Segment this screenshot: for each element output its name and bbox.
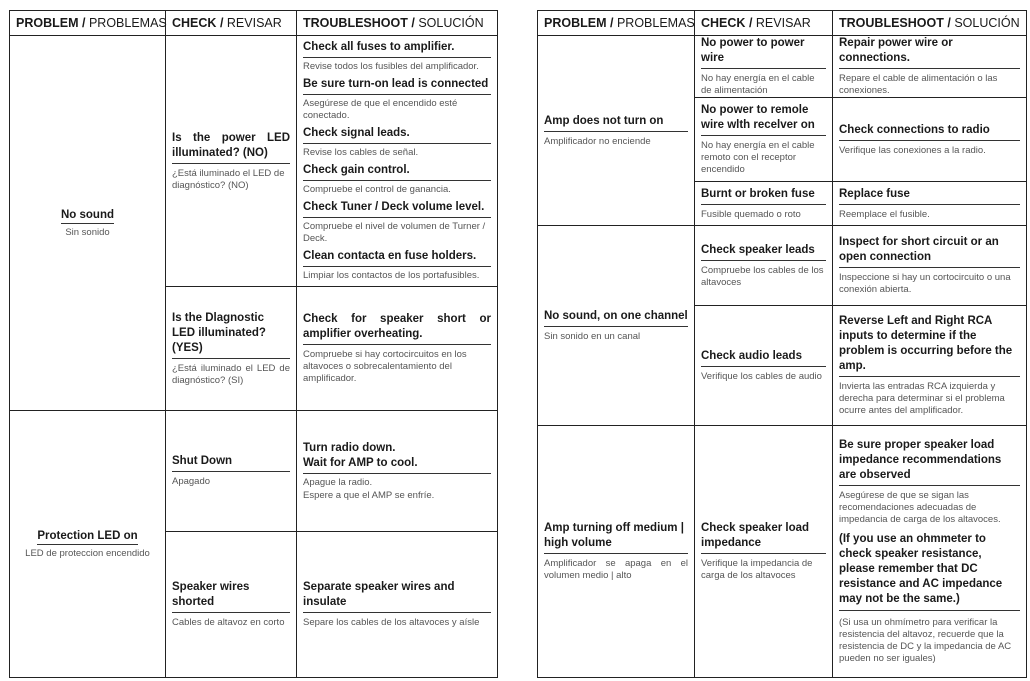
- solution-title: Reverse Left and Right RCA inputs to determine if the problem is occurring before the amp.: [839, 314, 1020, 377]
- table-row: [538, 426, 1027, 678]
- check-subtitle: Fusible quemado o roto: [701, 208, 801, 220]
- check-cell: [695, 426, 833, 678]
- solution-cell: [297, 287, 498, 411]
- header-troubleshoot: TROUBLESHOOT / SOLUCIÓN: [833, 11, 1027, 36]
- check-title: Burnt or broken fuse: [701, 187, 826, 205]
- solution-title: Wait for AMP to cool.: [303, 456, 491, 474]
- problem-title: Amp turning off medium | high volume: [544, 521, 688, 554]
- solution-item: Check gain control. Compruebe el control de ganancia.: [303, 163, 491, 196]
- problem-cell: [10, 411, 166, 678]
- check-title: Check speaker leads: [701, 243, 826, 261]
- solution-title: Check connections to radio: [839, 123, 1020, 141]
- check-subtitle: No hay energía en el cable remoto con el receptor encendido: [701, 140, 815, 175]
- problem-subtitle: Sin sonido: [65, 226, 110, 238]
- solution-subtitle: Invierta las entradas RCA izquierda y derecha para determinar si el problema ocurre antes del amplificador.: [839, 381, 1005, 416]
- table-row: [10, 36, 498, 287]
- troubleshooting-table-left: [9, 10, 498, 678]
- problem-title: No sound, on one channel: [544, 309, 688, 327]
- solution-cell: [833, 36, 1027, 98]
- solution-item: Clean contacta en fuse holders. Limpiar los contactos de los portafusibles.: [303, 249, 491, 282]
- solution-item: Check signal leads. Revise los cables de señal.: [303, 126, 491, 159]
- problem-title: Amp does not turn on: [544, 114, 688, 132]
- check-title: Check audio leads: [701, 349, 826, 367]
- header-check: CHECK / REVISAR: [166, 11, 297, 36]
- solution-title: Check for speaker short or amplifier overheating.: [303, 312, 491, 345]
- check-cell: [695, 36, 833, 98]
- check-cell: [166, 411, 297, 532]
- table-row: [538, 226, 1027, 306]
- solution-subtitle: Inspeccione si hay un cortocircuito o una conexión abierta.: [839, 272, 1011, 295]
- check-cell: [695, 98, 833, 182]
- solution-title: Replace fuse: [839, 187, 1020, 205]
- solution-cell: [833, 306, 1027, 426]
- check-title: Shut Down: [172, 454, 290, 472]
- problem-cell: [538, 36, 695, 226]
- header-problem: PROBLEM / PROBLEMAS: [10, 11, 166, 36]
- check-cell: [695, 182, 833, 226]
- check-cell: [166, 287, 297, 411]
- check-cell: [166, 532, 297, 678]
- solution-title: Turn radio down.: [303, 441, 396, 454]
- check-title: Speaker wires shorted: [172, 580, 290, 613]
- problem-subtitle: Amplificador se apaga en el volumen medio | alto: [544, 558, 688, 581]
- problem-subtitle: LED de proteccion encendido: [25, 547, 150, 559]
- solution-cell: [833, 226, 1027, 306]
- check-subtitle: Verifique la impedancia de carga de los altavoces: [701, 558, 813, 581]
- header-troubleshoot: TROUBLESHOOT / SOLUCIÓN: [297, 11, 498, 36]
- solution-cell: [297, 411, 498, 532]
- check-subtitle: ¿Está iluminado el LED de diagnóstico? (SI): [172, 362, 290, 386]
- problem-title: No sound: [61, 209, 114, 224]
- solution-note: (If you use an ohmmeter to check speaker resistance, please remember that DC resistance and AC impedance may not be the same.): [839, 532, 1020, 611]
- problem-cell: [538, 226, 695, 426]
- header-check: CHECK / REVISAR: [695, 11, 833, 36]
- check-cell: [695, 306, 833, 426]
- solution-subtitle: Separe los cables de los altavoces y aísle: [303, 617, 480, 628]
- solution-item: Be sure turn-on lead is connected Asegúrese de que el encendido esté conectado.: [303, 77, 491, 122]
- solution-cell: [833, 98, 1027, 182]
- solution-subtitle: Espere a que el AMP se enfríe.: [303, 489, 435, 501]
- header-row: [10, 11, 498, 36]
- solution-title: Inspect for short circuit or an open connection: [839, 235, 1020, 268]
- check-title: Check speaker load impedance: [701, 521, 826, 554]
- table-row: [538, 36, 1027, 98]
- problem-subtitle: Sin sonido en un canal: [544, 330, 641, 342]
- solution-item: Check all fuses to amplifier. Revise todos los fusibles del amplificador.: [303, 40, 491, 73]
- check-title: Is the Dlagnostic LED illuminated? (YES): [172, 311, 290, 359]
- check-cell: [695, 226, 833, 306]
- solution-title: Be sure proper speaker load impedance recommendations are observed: [839, 438, 1020, 486]
- solution-subtitle: Apague la radio.: [303, 476, 373, 488]
- header-row: [538, 11, 1027, 36]
- check-title: No power to power wire: [701, 36, 826, 69]
- troubleshooting-table-right: [537, 10, 1027, 678]
- solution-title: Repair power wire or connections.: [839, 36, 1020, 69]
- check-subtitle: ¿Está iluminado el LED de diagnóstico? (NO): [172, 167, 285, 191]
- solution-subtitle: Repare el cable de alimentación o las conexiones.: [839, 73, 998, 96]
- check-subtitle: Compruebe los cables de los altavoces: [701, 264, 824, 288]
- table-row: [10, 411, 498, 532]
- check-cell: [166, 36, 297, 287]
- check-subtitle: Verifique los cables de audio: [701, 370, 822, 382]
- header-problem: PROBLEM / PROBLEMAS: [538, 11, 695, 36]
- solution-subtitle: Verifique las conexiones a la radio.: [839, 144, 986, 156]
- solution-cell: [833, 426, 1027, 678]
- problem-subtitle: Amplificador no enciende: [544, 135, 651, 147]
- check-title: No power to remole wire wlth recelver on: [701, 103, 826, 136]
- problem-cell: [10, 36, 166, 411]
- solution-cell: [297, 36, 498, 287]
- solution-subtitle: Reemplace el fusible.: [839, 208, 930, 220]
- check-subtitle: No hay energía en el cable de alimentación: [701, 73, 815, 96]
- solution-subtitle: Asegúrese de que se sigan las recomendaciones adecuadas de impedancia de carga de los altavoces.: [839, 490, 1001, 525]
- solution-note-subtitle: (Si usa un ohmímetro para verificar la resistencia del altavoz, recuerde que la resistencia de DC y la impedancia de AC pueden no ser iguales): [839, 617, 1012, 664]
- solution-title: Separate speaker wires and insulate: [303, 580, 491, 613]
- check-subtitle: Cables de altavoz en corto: [172, 617, 285, 628]
- solution-cell: [297, 532, 498, 678]
- problem-title: Protection LED on: [37, 530, 137, 545]
- solution-item: Check Tuner / Deck volume level. Compruebe el nivel de volumen de Turner / Deck.: [303, 200, 491, 245]
- solution-subtitle: Compruebe si hay cortocircuitos en los altavoces o sobrecalentamiento del amplificador.: [303, 349, 467, 384]
- solution-cell: [833, 182, 1027, 226]
- check-subtitle: Apagado: [172, 476, 211, 487]
- check-title: Is the power LED illuminated? (NO): [172, 131, 290, 164]
- problem-cell: [538, 426, 695, 678]
